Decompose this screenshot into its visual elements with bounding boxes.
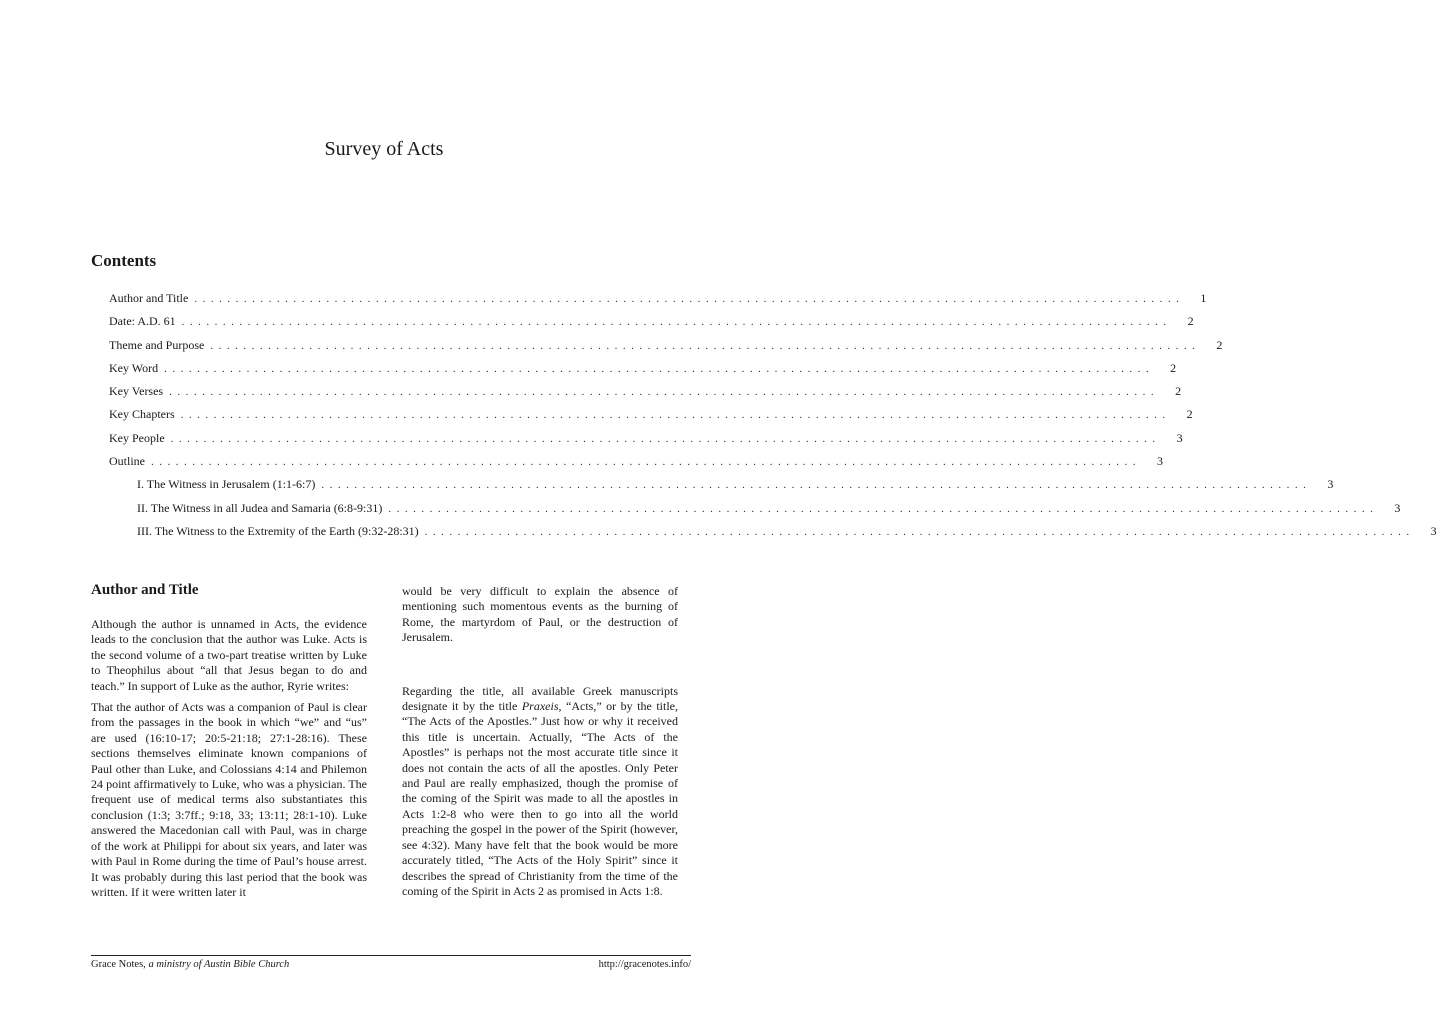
section-heading-author-title: Author and Title <box>91 582 199 598</box>
table-of-contents <box>109 291 1437 547</box>
toc-entry[interactable] <box>109 384 1182 407</box>
toc-entry[interactable] <box>109 430 1183 454</box>
toc-entry-page: 3 <box>1327 477 1334 492</box>
toc-entry-label: I. The Witness in Jerusalem (1:1-6:7) <box>137 477 316 492</box>
left-column <box>91 580 367 906</box>
footer-organization <box>91 959 289 970</box>
right-column <box>402 584 678 905</box>
toc-entry-page: 2 <box>1216 337 1223 352</box>
toc-entry[interactable] <box>109 523 1437 547</box>
toc-entry[interactable] <box>109 314 1194 337</box>
toc-entry-label: Theme and Purpose <box>109 337 205 352</box>
toc-leader-dots: ........................................................................................................................ <box>180 409 1171 422</box>
toc-entry-page: 2 <box>1175 384 1182 399</box>
contents-heading: Contents <box>91 251 157 270</box>
toc-entry[interactable] <box>109 337 1223 361</box>
footer-url[interactable]: http://gracenotes.info/ <box>598 959 691 970</box>
toc-entry-label: Key People <box>109 430 165 445</box>
toc-leader-dots: ........................................................................................................................ <box>181 316 1172 329</box>
toc-entry-page: 2 <box>1170 360 1177 375</box>
toc-entry-page: 2 <box>1187 314 1194 329</box>
toc-entry-page: 3 <box>1394 500 1401 515</box>
toc-entry[interactable] <box>109 407 1193 430</box>
title-text-after: , “Acts,” or by the title, “The Acts of the Apostles.” Just how or why it received this title is uncertain. Actually, “The Acts of the Apostles” is perhaps not the most accurate title since it does not contain the acts of all the apostles. Only Peter and Paul are really emphasized, though the promise of the coming of the Spirit was made to all the apostles in Acts 1:2-8 who were then to go into all the world preaching the gospel in the power of the Spirit (however, see 4:32). Many have felt that the book would be more accurately titled, “The Acts of the Holy Spirit” since it describes the spread of Christianity from the time of the coming of the Spirit in Acts 2 as promised in Acts 1:8. <box>402 699 678 898</box>
title-text-before: Regarding the title, all available Greek manuscripts designate it by the title <box>402 683 678 714</box>
toc-leader-dots: ........................................................................................................................ <box>170 432 1161 445</box>
paragraph-author-intro: Although the author is unnamed in Acts, the evidence leads to the conclusion that the author was Luke. Acts is the second volume of a two-part treatise written by Luke to Theophilus about “all that Jesus began to do and teach.” In support of Luke as the author, Ryrie writes: <box>91 617 367 693</box>
footer-org-prefix: Grace Notes, <box>91 959 149 970</box>
toc-leader-dots: ........................................................................................................................ <box>164 362 1155 375</box>
toc-entry-page: 3 <box>1157 454 1163 469</box>
paragraph-ryrie-quote: That the author of Acts was a companion of Paul is clear from the passages in the book in which “we” and “us” are used (16:10-17; 20:5-21:18; 27:1-28:16). These sections themselves eliminate known companions of Paul other than Luke, and Colossians 4:14 and Philemon 24 point affirmatively to Luke, who was a physician. The frequent use of medical terms also substantiates this conclusion (1:3; 3:7ff.; 9:18, 33; 13:11; 28:1-10). Luke answered the Macedonian call with Paul, was in charge of the work at Philippi for about six years, and later was with Paul in Rome during the time of Paul’s house arrest. It was probably during this last period that the book was written. If it were written later it <box>91 700 367 899</box>
toc-entry[interactable] <box>109 360 1177 384</box>
toc-entry-label: Author and Title <box>109 291 189 305</box>
toc-entry-page: 3 <box>1430 523 1437 538</box>
toc-entry-label: Key Chapters <box>109 407 175 422</box>
toc-entry[interactable] <box>109 454 1163 477</box>
toc-entry-page: 1 <box>1200 291 1207 305</box>
toc-entry[interactable] <box>109 500 1401 524</box>
toc-entry-label: II. The Witness in all Judea and Samaria (6:8-9:31) <box>137 500 383 515</box>
document-title: Survey of Acts <box>324 138 444 160</box>
toc-entry-page: 3 <box>1176 430 1183 445</box>
paragraph-continuation: would be very difficult to explain the absence of mentioning such momentous events as the burning of Rome, the martyrdom of Paul, or the destruction of Jerusalem. <box>402 584 678 645</box>
toc-leader-dots: ........................................................................................................................ <box>210 339 1201 352</box>
toc-leader-dots: ........................................................................................................................ <box>424 525 1415 538</box>
toc-entry-label: Key Verses <box>109 384 164 399</box>
toc-entry[interactable] <box>109 291 1207 314</box>
toc-entry-label: Key Word <box>109 360 159 375</box>
toc-entry-label: Date: A.D. 61 <box>109 314 176 329</box>
toc-leader-dots: ........................................................................................................................ <box>194 293 1185 305</box>
toc-entry[interactable] <box>109 477 1334 500</box>
title-text-praxeis: Praxeis <box>521 699 559 714</box>
toc-leader-dots: ........................................................................................................................ <box>151 456 1141 469</box>
toc-leader-dots: ........................................................................................................................ <box>388 502 1379 515</box>
toc-entry-label: Outline <box>109 454 145 469</box>
toc-leader-dots: ........................................................................................................................ <box>321 479 1312 492</box>
toc-leader-dots: ........................................................................................................................ <box>169 386 1160 399</box>
toc-entry-page: 2 <box>1186 407 1193 422</box>
footer-org-ministry: a ministry of Austin Bible Church <box>148 959 290 970</box>
paragraph-title-discussion <box>402 684 678 900</box>
toc-entry-label: III. The Witness to the Extremity of the Earth (9:32-28:31) <box>137 523 419 538</box>
footer-divider <box>91 955 691 956</box>
